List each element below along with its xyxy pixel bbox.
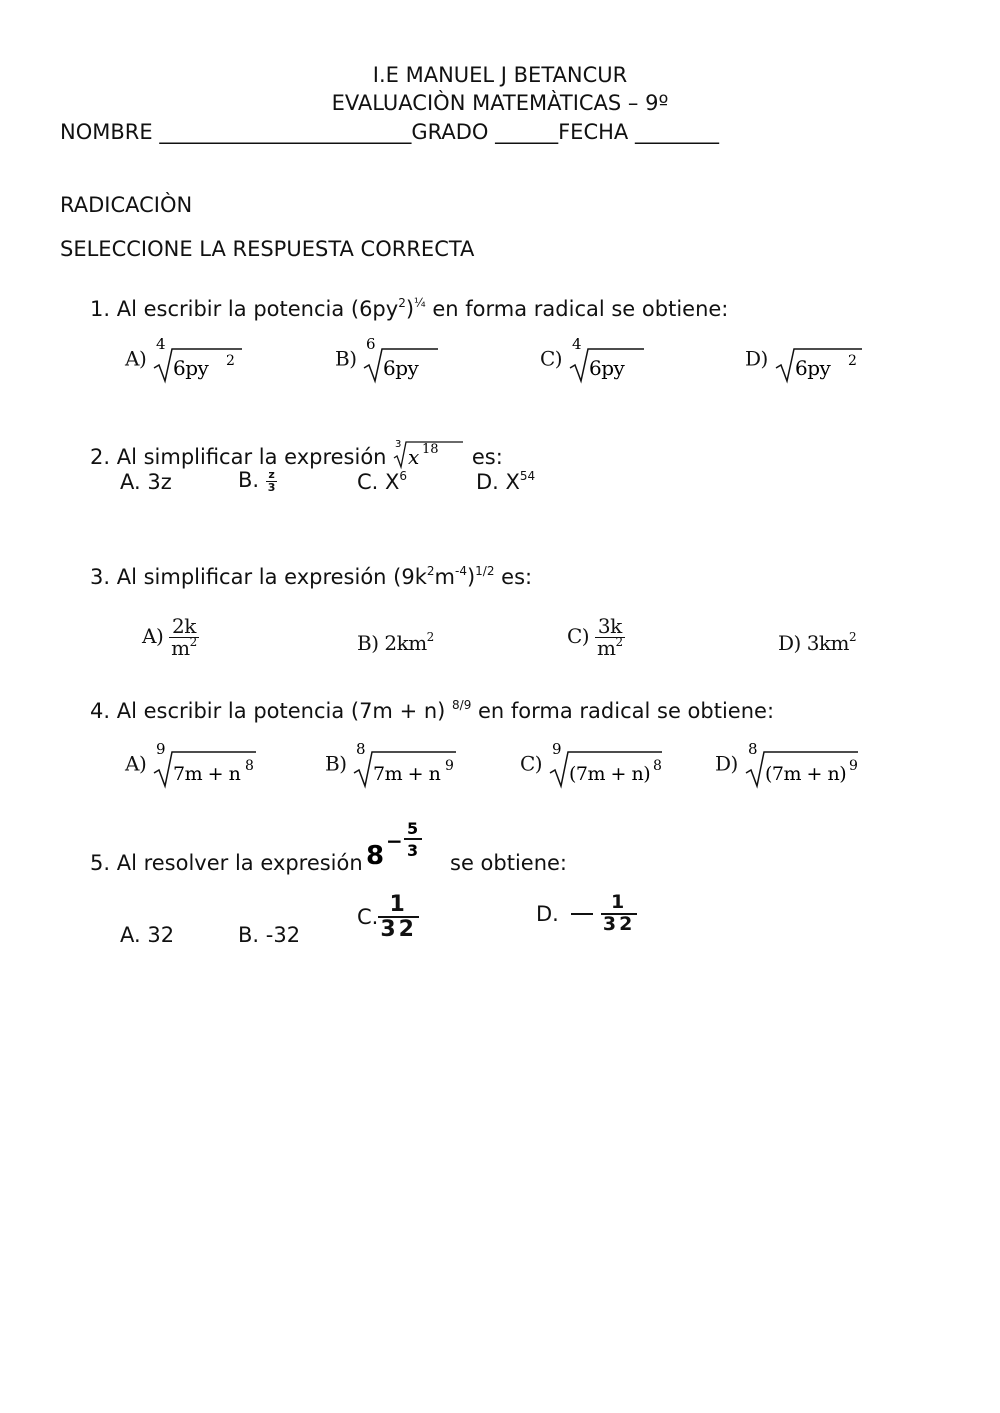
question-4-option-b[interactable]: B) 8 7m + n 9 <box>325 740 462 790</box>
svg-text:9: 9 <box>848 758 858 774</box>
svg-text:8: 8 <box>652 758 662 774</box>
question-5-option-a[interactable]: A. 32 <box>120 923 175 947</box>
svg-text:6py: 6py <box>588 356 625 380</box>
svg-text:2: 2 <box>847 353 857 369</box>
question-3-option-a[interactable]: A) $\frac{2k}{m^2}$ <box>142 614 197 660</box>
question-3-option-c[interactable]: C) $\frac{3k}{m^2}$ <box>567 614 623 660</box>
question-4-option-c[interactable]: C) 9 (7m + n) 8 <box>520 740 668 790</box>
exam-title: EVALUACIÒN MATEMÀTICAS – 9º <box>331 91 669 115</box>
svg-text:3: 3 <box>395 439 402 450</box>
svg-text:6py: 6py <box>794 356 831 380</box>
radical-sign-icon <box>548 740 668 790</box>
radical-sign-icon <box>774 335 864 385</box>
svg-text:4: 4 <box>156 335 166 353</box>
fraction: $\frac{3k}{m^2}$ <box>596 614 623 660</box>
svg-text:3: 3 <box>407 841 419 860</box>
nombre-label: NOMBRE <box>60 120 153 144</box>
question-3-option-b[interactable]: B) $2km^2$ <box>357 630 434 655</box>
question-5-text: 5. Al resolver la expresión <box>90 851 363 875</box>
power-expression <box>366 820 430 870</box>
question-4-option-d[interactable]: D) 8 (7m + n) 9 <box>715 740 864 790</box>
radical-sign-icon <box>152 740 262 790</box>
svg-text:9: 9 <box>156 740 166 758</box>
fraction: $\frac{1}{32}$ <box>380 892 417 943</box>
question-5-option-c[interactable]: C. $\frac{1}{32}$ <box>357 892 417 943</box>
question-2-text: 2. Al simplificar la expresión 3 x 18 es: <box>90 439 503 469</box>
nombre-field[interactable]: ________________________ <box>159 120 412 144</box>
cube-root-expression <box>393 438 465 470</box>
svg-text:(7m + n): (7m + n) <box>764 763 846 785</box>
question-3-option-d[interactable]: D) $3km^2$ <box>778 630 857 655</box>
radical-sign-icon <box>568 335 648 385</box>
fraction: $\frac{z}{3}$ <box>267 467 276 494</box>
svg-text:9: 9 <box>445 758 454 774</box>
question-1-option-b[interactable]: B) 6 6py <box>335 335 442 385</box>
svg-text:6: 6 <box>366 335 376 353</box>
svg-text:6py: 6py <box>383 356 419 380</box>
svg-text:(7m + n): (7m + n) <box>568 763 651 785</box>
question-1-text: 1. Al escribir la potencia $(6py^2)^{\frac{1}{4}}$ en forma radical se obtiene: <box>90 296 729 321</box>
svg-text:6py: 6py <box>173 356 209 380</box>
radical-sign-icon <box>352 740 462 790</box>
svg-text:−: − <box>386 829 403 853</box>
svg-text:8: 8 <box>366 841 385 870</box>
fecha-label: FECHA <box>558 120 629 144</box>
minus-sign-icon <box>571 913 593 915</box>
grado-field[interactable]: ______ <box>495 120 559 144</box>
svg-text:18: 18 <box>422 442 439 457</box>
student-info-line <box>60 120 719 144</box>
question-3-text: 3. Al simplificar la expresión $(9k^2m^{-4})^{1/2}$ es: <box>90 564 533 589</box>
svg-text:8: 8 <box>747 740 757 758</box>
section-instruction: SELECCIONE LA RESPUESTA CORRECTA <box>60 237 475 261</box>
section-title: RADICACIÒN <box>60 193 193 217</box>
question-1-option-c[interactable]: C) 4 6py <box>540 335 648 385</box>
grado-label: GRADO <box>411 120 489 144</box>
fraction: $\frac{2k}{m^2}$ <box>171 614 197 660</box>
question-5-expression <box>366 820 430 875</box>
radical-sign-icon <box>744 740 864 790</box>
svg-text:x: x <box>408 445 420 469</box>
svg-text:5: 5 <box>407 820 419 838</box>
svg-text:8: 8 <box>245 758 254 774</box>
school-name: I.E MANUEL J BETANCUR <box>372 63 628 87</box>
question-4-option-a[interactable]: A) 9 7m + n 8 <box>125 740 262 790</box>
question-5-suffix: se obtiene: <box>450 851 568 875</box>
radical-sign-icon <box>362 335 442 385</box>
fraction: $\frac{1}{32}$ <box>602 891 636 935</box>
svg-text:9: 9 <box>551 740 562 758</box>
question-2-option-b[interactable]: B. $\frac{z}{3}$ <box>238 467 276 494</box>
svg-text:8: 8 <box>356 740 366 758</box>
svg-text:7m + n: 7m + n <box>173 763 241 785</box>
question-2-option-d[interactable]: D. $X^{54}$ <box>476 469 536 494</box>
question-1-option-a[interactable]: A) 4 6py 2 <box>125 335 242 385</box>
svg-text:4: 4 <box>571 335 582 353</box>
question-4-text: 4. Al escribir la potencia (7m + n) $^{8/9}$ en forma radical se obtiene: <box>90 698 775 723</box>
question-5-option-b[interactable]: B. -32 <box>238 923 301 947</box>
svg-text:7m + n: 7m + n <box>373 763 441 785</box>
question-2-option-a[interactable]: A. 3z <box>120 470 172 494</box>
question-2-option-c[interactable]: C. $X^6$ <box>357 469 408 494</box>
fecha-field[interactable]: ________ <box>634 120 719 144</box>
radical-sign-icon <box>152 335 242 385</box>
question-1-option-d[interactable]: D) 6py 2 <box>745 335 864 385</box>
question-5-option-d[interactable]: D. $\frac{1}{32}$ <box>536 891 636 935</box>
svg-text:2: 2 <box>226 353 235 369</box>
